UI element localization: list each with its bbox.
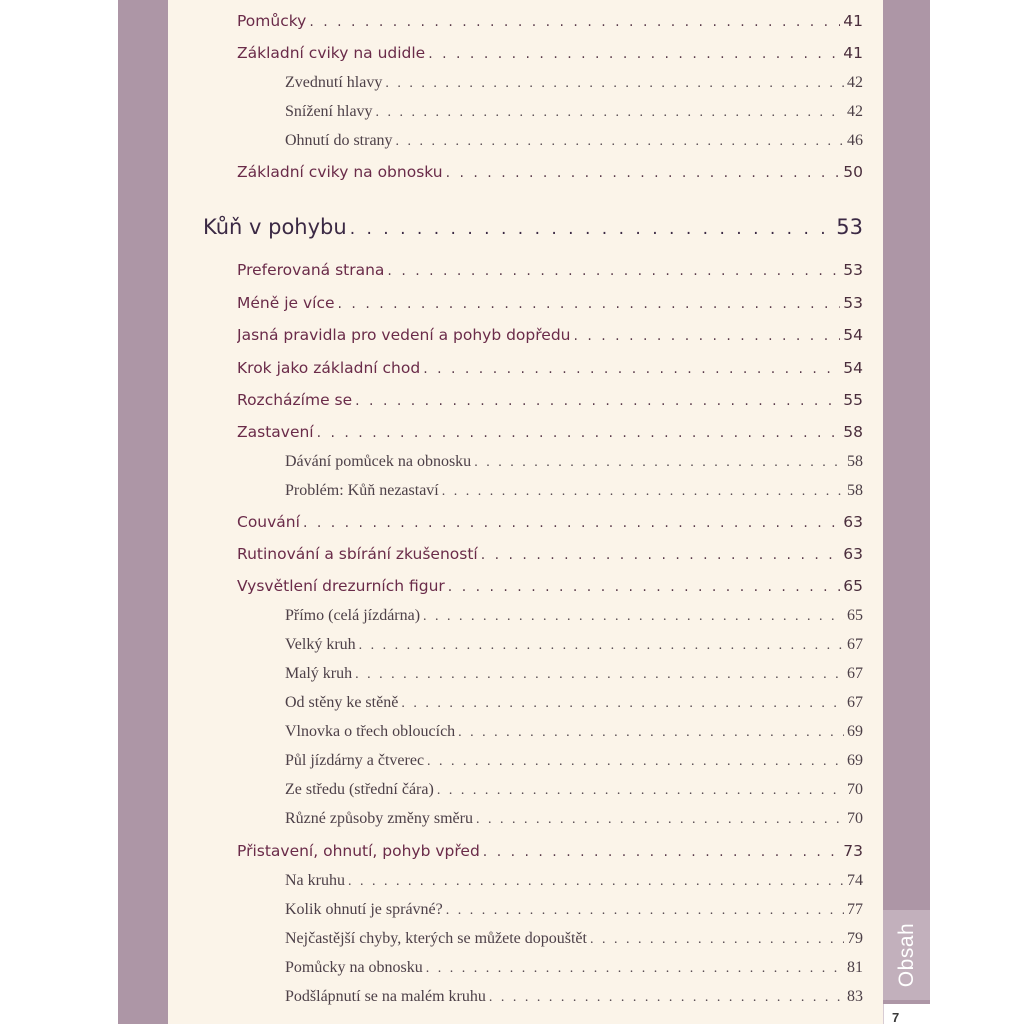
toc-subentry[interactable] <box>285 781 863 805</box>
section-tab <box>883 910 930 1000</box>
toc-entry-title: Půl jízdárny a čtverec <box>285 752 425 769</box>
toc-entry-page: 70 <box>847 810 863 827</box>
toc-leader-dots <box>401 696 844 712</box>
toc-leader-dots <box>348 874 844 890</box>
toc-entry-page: 77 <box>847 901 863 918</box>
toc-leader-dots <box>483 844 840 860</box>
toc-entry-page: 58 <box>843 423 863 441</box>
toc-entry-page: 55 <box>843 391 863 409</box>
toc-entry-title: Pomůcky <box>237 12 307 30</box>
toc-entry[interactable] <box>237 391 863 415</box>
toc-entry-title: Různé způsoby změny směru <box>285 810 473 827</box>
toc-subentry[interactable] <box>285 723 863 747</box>
toc-entry-title: Jasná pravidla pro vedení a pohyb dopředu <box>237 326 571 344</box>
toc-entry[interactable] <box>237 359 863 383</box>
toc-entry-page: 58 <box>847 482 863 499</box>
toc-leader-dots <box>338 296 841 312</box>
toc-subentry[interactable] <box>285 959 863 983</box>
section-tab-label: Obsah <box>894 922 918 988</box>
toc-entry-page: 63 <box>843 513 863 531</box>
toc-entry[interactable] <box>237 163 863 187</box>
toc-leader-dots <box>476 812 844 828</box>
toc-subentry[interactable] <box>285 482 863 506</box>
toc-entry-page: 65 <box>847 607 863 624</box>
toc-leader-dots <box>426 961 844 977</box>
toc-entry-title: Problém: Kůň nezastaví <box>285 482 439 499</box>
toc-entry-page: 41 <box>843 12 863 30</box>
toc-entry-page: 46 <box>847 132 863 149</box>
toc-leader-dots <box>458 725 844 741</box>
toc-leader-dots <box>427 754 844 770</box>
toc-entry-page: 42 <box>847 103 863 120</box>
toc-leader-dots <box>446 165 841 181</box>
toc-subentry[interactable] <box>285 607 863 631</box>
toc-entry[interactable] <box>237 545 863 569</box>
toc-entry-page: 73 <box>843 842 863 860</box>
toc-leader-dots <box>309 14 840 30</box>
toc-chapter[interactable] <box>203 215 863 245</box>
toc-leader-dots <box>590 932 844 948</box>
toc-subentry[interactable] <box>285 988 863 1012</box>
toc-entry-page: 81 <box>847 959 863 976</box>
toc-entry-title: Méně je více <box>237 294 335 312</box>
toc-entry-title: Rozcházíme se <box>237 391 353 409</box>
toc-subentry[interactable] <box>285 930 863 954</box>
toc-entry-page: 58 <box>847 453 863 470</box>
right-margin-band <box>883 0 930 1024</box>
toc-entry-page: 83 <box>847 988 863 1005</box>
toc-entry[interactable] <box>237 44 863 68</box>
toc-entry-title: Vysvětlení drezurních figur <box>237 577 445 595</box>
page-number: 7 <box>892 1010 900 1024</box>
toc-leader-dots <box>423 609 844 625</box>
toc-leader-dots <box>317 425 841 441</box>
toc-entry-title: Malý kruh <box>285 665 353 682</box>
left-margin-band <box>118 0 168 1024</box>
toc-leader-dots <box>428 46 840 62</box>
toc-entry-title: Přímo (celá jízdárna) <box>285 607 421 624</box>
toc-leader-dots <box>359 638 844 654</box>
toc-subentry[interactable] <box>285 103 863 127</box>
toc-leader-dots <box>474 455 844 471</box>
toc-leader-dots <box>481 547 841 563</box>
toc-leader-dots <box>396 134 844 150</box>
toc-entry[interactable] <box>237 12 863 36</box>
toc-entry-page: 67 <box>847 636 863 653</box>
toc-entry-title: Nejčastější chyby, kterých se můžete dopouštět <box>285 930 587 947</box>
toc-entry-page: 54 <box>843 359 863 377</box>
toc-subentry[interactable] <box>285 665 863 689</box>
toc-entry-page: 67 <box>847 665 863 682</box>
toc-entry-page: 69 <box>847 752 863 769</box>
toc-entry[interactable] <box>237 423 863 447</box>
toc-entry-title: Pomůcky na obnosku <box>285 959 423 976</box>
toc-entry-title: Zastavení <box>237 423 314 441</box>
toc-entry-title: Ohnutí do strany <box>285 132 393 149</box>
toc-leader-dots <box>448 579 840 595</box>
toc-entry-title: Snížení hlavy <box>285 103 373 120</box>
toc-leader-dots <box>350 219 834 239</box>
toc-chapter-page: 53 <box>836 215 863 239</box>
toc-leader-dots <box>446 903 844 919</box>
toc-entry-title: Krok jako základní chod <box>237 359 421 377</box>
toc-entry-title: Na kruhu <box>285 872 345 889</box>
toc-leader-dots <box>423 361 840 377</box>
toc-leader-dots <box>303 515 840 531</box>
toc-entry-title: Velký kruh <box>285 636 356 653</box>
toc-entry-page: 63 <box>843 545 863 563</box>
toc-entry-page: 67 <box>847 694 863 711</box>
toc-leader-dots <box>442 484 844 500</box>
toc-entry-title: Couvání <box>237 513 300 531</box>
toc-entry-page: 50 <box>843 163 863 181</box>
toc-entry-page: 41 <box>843 44 863 62</box>
toc-entry-page: 54 <box>843 326 863 344</box>
toc-entry-title: Od stěny ke stěně <box>285 694 399 711</box>
toc-entry-page: 79 <box>847 930 863 947</box>
page-number-box <box>883 1004 930 1024</box>
toc-entry[interactable] <box>237 261 863 285</box>
toc-leader-dots <box>573 328 840 344</box>
toc-chapter-title: Kůň v pohybu <box>203 215 347 239</box>
toc-entry-page: 70 <box>847 781 863 798</box>
toc-subentry[interactable] <box>285 132 863 156</box>
toc-leader-dots <box>387 263 840 279</box>
toc-entry-title: Podšlápnutí se na malém kruhu <box>285 988 486 1005</box>
toc-entry-title: Kolik ohnutí je správné? <box>285 901 443 918</box>
toc-entry-page: 69 <box>847 723 863 740</box>
toc-subentry[interactable] <box>285 810 863 834</box>
toc-subentry[interactable] <box>285 453 863 477</box>
toc-leader-dots <box>355 393 840 409</box>
toc-entry-title: Základní cviky na udidle <box>237 44 426 62</box>
toc-entry-title: Ze středu (střední čára) <box>285 781 434 798</box>
toc-entry[interactable] <box>237 294 863 318</box>
toc-entry-title: Rutinování a sbírání zkušeností <box>237 545 478 563</box>
toc-entry-page: 42 <box>847 74 863 91</box>
toc-entry[interactable] <box>237 842 863 866</box>
toc-entry-title: Přistavení, ohnutí, pohyb vpřed <box>237 842 480 860</box>
toc-entry-title: Dávání pomůcek na obnosku <box>285 453 472 470</box>
toc-entry-title: Základní cviky na obnosku <box>237 163 443 181</box>
toc-entry-title: Zvednutí hlavy <box>285 74 383 91</box>
toc-entry-page: 53 <box>843 294 863 312</box>
toc-entry-title: Preferovaná strana <box>237 261 385 279</box>
toc-entry[interactable] <box>237 326 863 350</box>
toc-entry-page: 53 <box>843 261 863 279</box>
toc-entry[interactable] <box>237 513 863 537</box>
toc-leader-dots <box>385 76 844 92</box>
toc-leader-dots <box>489 990 844 1006</box>
toc-entry-page: 65 <box>843 577 863 595</box>
toc-subentry[interactable] <box>285 752 863 776</box>
toc-leader-dots <box>376 105 844 121</box>
toc-leader-dots <box>355 667 844 683</box>
toc-subentry[interactable] <box>285 74 863 98</box>
toc-entry-title: Vlnovka o třech obloucích <box>285 723 456 740</box>
toc-entry-page: 74 <box>847 872 863 889</box>
toc-subentry[interactable] <box>285 872 863 896</box>
toc-leader-dots <box>437 783 844 799</box>
toc-entry[interactable] <box>237 577 863 601</box>
toc-subentry[interactable] <box>285 694 863 718</box>
toc-subentry[interactable] <box>285 901 863 925</box>
toc-subentry[interactable] <box>285 636 863 660</box>
